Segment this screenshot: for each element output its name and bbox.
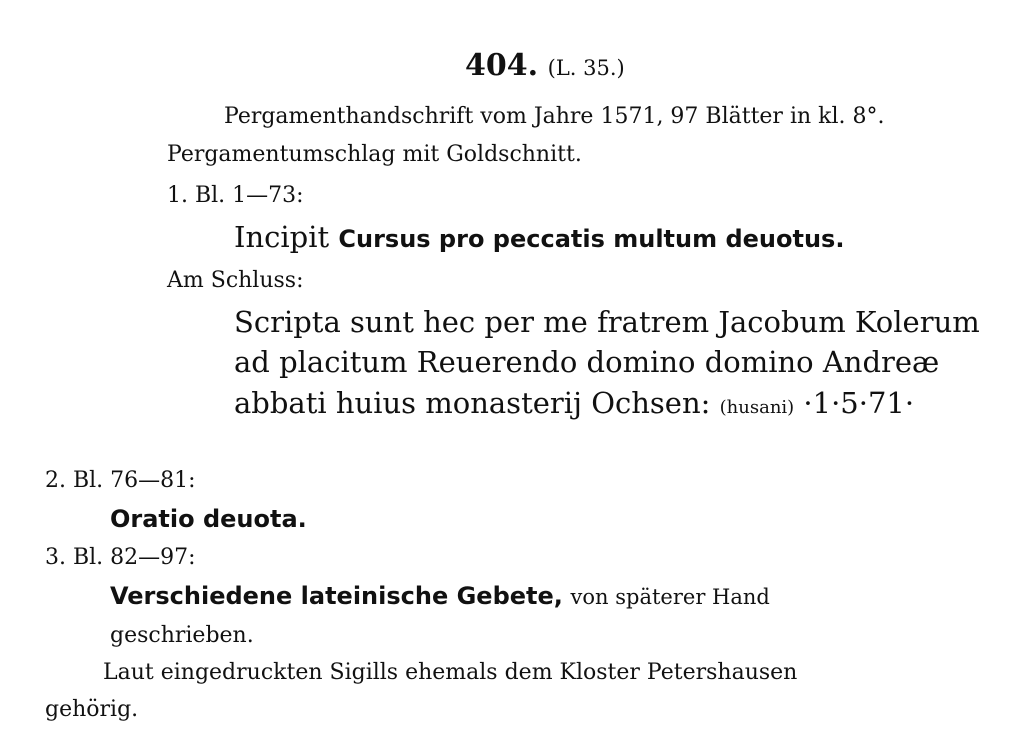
note-line-2: gehörig.	[45, 697, 139, 722]
section-3-continuation: geschrieben.	[110, 623, 254, 648]
description-line-1: Pergamenthandschrift vom Jahre 1571, 97 Blätter in kl. 8°.	[224, 104, 885, 129]
colophon-line-3-main: abbati huius monasterij Ochsen:	[234, 386, 711, 420]
colophon-date: ·1·5·71·	[803, 386, 915, 420]
entry-heading	[465, 48, 625, 83]
section-3-title-rest: von späterer Hand	[570, 585, 770, 609]
section-1-header: 1. Bl. 1—73:	[167, 183, 304, 208]
section-3-title-line	[110, 582, 770, 610]
incipit-label: Incipit	[234, 220, 330, 254]
section-2-title: Oratio deuota.	[110, 505, 307, 533]
colophon-line-3-small: (husani)	[719, 397, 795, 418]
section-1-title-line	[234, 220, 844, 254]
note-line-1: Laut eingedruckten Sigills ehemals dem Kloster Petershausen	[103, 660, 798, 685]
colophon-line-3	[234, 386, 914, 420]
colophon-line-1: Scripta sunt hec per me fratrem Jacobum Kolerum	[234, 305, 980, 339]
section-3-title: Verschiedene lateinische Gebete,	[110, 582, 563, 610]
section-3-header: 3. Bl. 82—97:	[45, 545, 196, 570]
section-2-header: 2. Bl. 76—81:	[45, 468, 196, 493]
entry-reference: (L. 35.)	[547, 56, 625, 80]
entry-number: 404.	[465, 48, 539, 83]
section-1-title: Cursus pro peccatis multum deuotus.	[338, 225, 845, 253]
closing-label: Am Schluss:	[167, 268, 304, 293]
description-line-2: Pergamentumschlag mit Goldschnitt.	[167, 142, 582, 167]
colophon-line-2: ad placitum Reuerendo domino domino Andreæ	[234, 345, 940, 379]
